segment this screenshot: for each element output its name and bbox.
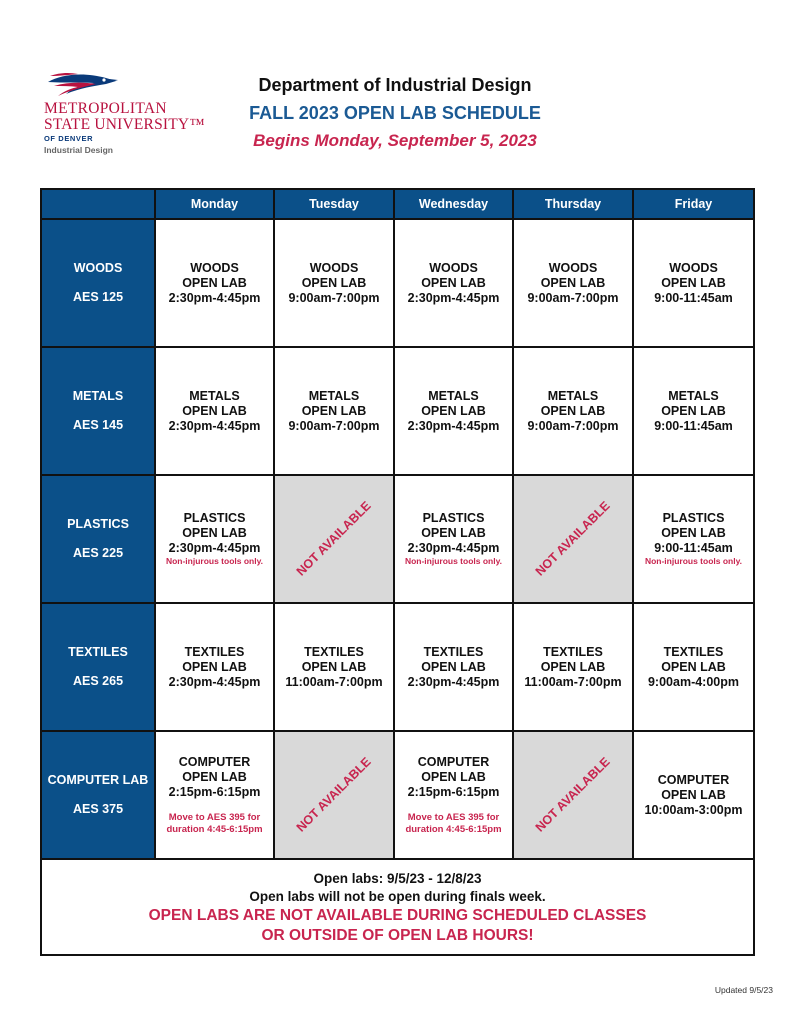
cell-title: TEXTILES: [423, 644, 484, 659]
cell-note: Non-injurous tools only.: [644, 556, 743, 566]
day-header-tuesday: Tuesday: [274, 189, 394, 219]
cell-time: 9:00am-7:00pm: [527, 418, 619, 433]
schedule-cell: [394, 603, 513, 731]
cell-note: Non-injurous tools only.: [165, 556, 264, 566]
cell-time: 2:30pm-4:45pm: [407, 290, 500, 305]
cell-note: duration 4:45-6:15pm: [166, 823, 263, 835]
schedule-cell: [155, 347, 274, 475]
lab-room: AES 125: [72, 290, 124, 304]
cell-time: 10:00am-3:00pm: [644, 802, 743, 817]
cell-title: WOODS: [190, 260, 239, 275]
lab-room: AES 225: [72, 546, 124, 560]
not-available-label: NOT AVAILABLE: [293, 498, 374, 579]
cell-title: WOODS: [669, 260, 718, 275]
table-row: [41, 475, 754, 603]
schedule-cell: [274, 347, 394, 475]
warning-line-1: OPEN LABS ARE NOT AVAILABLE DURING SCHEDULED CLASSES: [148, 907, 647, 924]
day-header-monday: Monday: [155, 189, 274, 219]
table-row: [41, 347, 754, 475]
cell-sub: OPEN LAB: [421, 526, 486, 540]
not-available-cell: [513, 475, 633, 603]
cell-sub: OPEN LAB: [540, 403, 606, 418]
cell-sub: OPEN LAB: [421, 275, 486, 290]
cell-time: 2:30pm-4:45pm: [407, 541, 500, 555]
schedule-cell: [274, 219, 394, 347]
cell-time: 2:30pm-4:45pm: [407, 418, 500, 433]
cell-sub: OPEN LAB: [182, 275, 247, 290]
not-available-label: NOT AVAILABLE: [293, 754, 374, 835]
cell-title: PLASTICS: [422, 511, 485, 525]
cell-title: WOODS: [309, 260, 359, 275]
cell-title: PLASTICS: [662, 511, 725, 525]
logo-text-state-university: STATE UNIVERSITY™: [44, 116, 205, 133]
schedule-cell: [513, 603, 633, 731]
day-header-wednesday: Wednesday: [394, 189, 513, 219]
cell-time: 9:00-11:45am: [654, 290, 733, 305]
not-available-cell: [513, 731, 633, 859]
cell-sub: OPEN LAB: [540, 275, 606, 290]
cell-sub: OPEN LAB: [661, 403, 726, 418]
cell-sub: OPEN LAB: [182, 403, 247, 418]
cell-title: TEXTILES: [184, 644, 245, 659]
cell-note: Non-injurous tools only.: [404, 556, 503, 566]
lab-name: WOODS: [73, 261, 123, 275]
logo-text-metropolitan: METROPOLITAN: [44, 100, 167, 117]
cell-title: METALS: [308, 388, 360, 403]
cell-time: 2:30pm-4:45pm: [168, 290, 261, 305]
table-row: [41, 731, 754, 859]
msu-denver-logo: [44, 72, 204, 162]
cell-sub: OPEN LAB: [661, 275, 726, 290]
schedule-cell: [633, 347, 754, 475]
logo-text-industrial-design: Industrial Design: [44, 145, 113, 155]
cell-title: PLASTICS: [183, 511, 246, 525]
cell-time: 2:15pm-6:15pm: [407, 784, 500, 799]
schedule-cell: [633, 475, 754, 603]
schedule-cell: [155, 219, 274, 347]
not-available-label: NOT AVAILABLE: [532, 498, 613, 579]
cell-title: WOODS: [548, 260, 598, 275]
lab-name: COMPUTER LAB: [47, 773, 149, 787]
schedule-cell: [394, 731, 513, 859]
table-row: [41, 219, 754, 347]
schedule-cell: [513, 347, 633, 475]
cell-title: METALS: [189, 388, 240, 403]
lab-row-header: [41, 475, 155, 603]
cell-sub: OPEN LAB: [540, 659, 606, 674]
lab-row-header: [41, 731, 155, 859]
not-available-cell: [274, 475, 394, 603]
cell-time: 9:00-11:45am: [654, 418, 733, 433]
footer-notes: [41, 859, 754, 955]
cell-note: Move to AES 395 for: [168, 811, 261, 823]
cell-sub: OPEN LAB: [661, 787, 726, 802]
schedule-cell: [633, 731, 754, 859]
cell-sub: OPEN LAB: [182, 526, 247, 540]
cell-title: TEXTILES: [304, 644, 364, 659]
schedule-cell: [155, 475, 274, 603]
cell-sub: OPEN LAB: [421, 403, 486, 418]
cell-time: 9:00-11:45am: [654, 541, 733, 555]
cell-title: METALS: [547, 388, 599, 403]
cell-time: 2:30pm-4:45pm: [168, 418, 261, 433]
cell-title: TEXTILES: [663, 644, 724, 659]
table-row: [41, 603, 754, 731]
cell-sub: OPEN LAB: [421, 659, 486, 674]
schedule-cell: [394, 475, 513, 603]
roadrunner-logo-icon: [44, 72, 124, 102]
lab-name: METALS: [72, 389, 124, 403]
finals-week-note: Open labs will not be open during finals week.: [249, 889, 546, 904]
cell-title: TEXTILES: [543, 644, 603, 659]
cell-note: duration 4:45-6:15pm: [405, 823, 502, 835]
schedule-title: FALL 2023 OPEN LAB SCHEDULE: [249, 103, 541, 123]
day-header-row: [41, 189, 754, 219]
cell-time: 2:30pm-4:45pm: [168, 674, 261, 689]
cell-sub: OPEN LAB: [301, 275, 367, 290]
cell-time: 11:00am-7:00pm: [285, 674, 383, 689]
schedule-cell: [155, 731, 274, 859]
schedule-cell: [513, 219, 633, 347]
open-lab-schedule-table: [40, 188, 755, 956]
lab-room: AES 145: [72, 418, 124, 432]
updated-date: Updated 9/5/23: [714, 985, 773, 995]
cell-title: METALS: [668, 388, 719, 403]
cell-title: WOODS: [429, 260, 478, 275]
footer-row: [41, 859, 754, 955]
lab-row-header: [41, 603, 155, 731]
schedule-cell: [633, 603, 754, 731]
cell-time: 2:15pm-6:15pm: [168, 784, 261, 799]
department-title: Department of Industrial Design: [258, 75, 532, 95]
cell-time: 9:00am-4:00pm: [647, 674, 739, 689]
not-available-cell: [274, 731, 394, 859]
cell-note: Move to AES 395 for: [407, 811, 500, 823]
day-header-friday: Friday: [633, 189, 754, 219]
lab-row-header: [41, 347, 155, 475]
cell-sub: OPEN LAB: [182, 659, 247, 674]
lab-room: AES 375: [72, 802, 124, 816]
lab-room: AES 265: [72, 674, 124, 688]
cell-sub: OPEN LAB: [301, 403, 367, 418]
cell-title: COMPUTER: [417, 754, 490, 769]
schedule-cell: [274, 603, 394, 731]
cell-title: COMPUTER: [178, 754, 251, 769]
lab-row-header: [41, 219, 155, 347]
cell-time: 9:00am-7:00pm: [288, 418, 380, 433]
cell-sub: OPEN LAB: [661, 526, 726, 540]
cell-sub: OPEN LAB: [421, 769, 486, 784]
schedule-cell: [633, 219, 754, 347]
cell-time: 2:30pm-4:45pm: [168, 541, 261, 555]
cell-title: COMPUTER: [657, 772, 730, 787]
schedule-cell: [394, 219, 513, 347]
lab-name: PLASTICS: [67, 517, 129, 531]
cell-sub: OPEN LAB: [182, 769, 247, 784]
warning-line-2: OR OUTSIDE OF OPEN LAB HOURS!: [261, 927, 534, 944]
cell-time: 9:00am-7:00pm: [288, 290, 380, 305]
logo-text-of-denver: OF DENVER: [44, 134, 94, 143]
corner-header-cell: [41, 189, 155, 219]
cell-time: 9:00am-7:00pm: [527, 290, 619, 305]
cell-time: 2:30pm-4:45pm: [407, 674, 500, 689]
schedule-cell: [394, 347, 513, 475]
day-header-thursday: Thursday: [513, 189, 633, 219]
cell-sub: OPEN LAB: [661, 659, 726, 674]
lab-name: TEXTILES: [68, 645, 128, 659]
cell-sub: OPEN LAB: [301, 659, 367, 674]
open-lab-dates: Open labs: 9/5/23 - 12/8/23: [313, 871, 482, 886]
not-available-label: NOT AVAILABLE: [532, 754, 613, 835]
cell-title: METALS: [428, 388, 479, 403]
begins-date: Begins Monday, September 5, 2023: [253, 131, 537, 150]
cell-time: 11:00am-7:00pm: [524, 674, 622, 689]
schedule-cell: [155, 603, 274, 731]
